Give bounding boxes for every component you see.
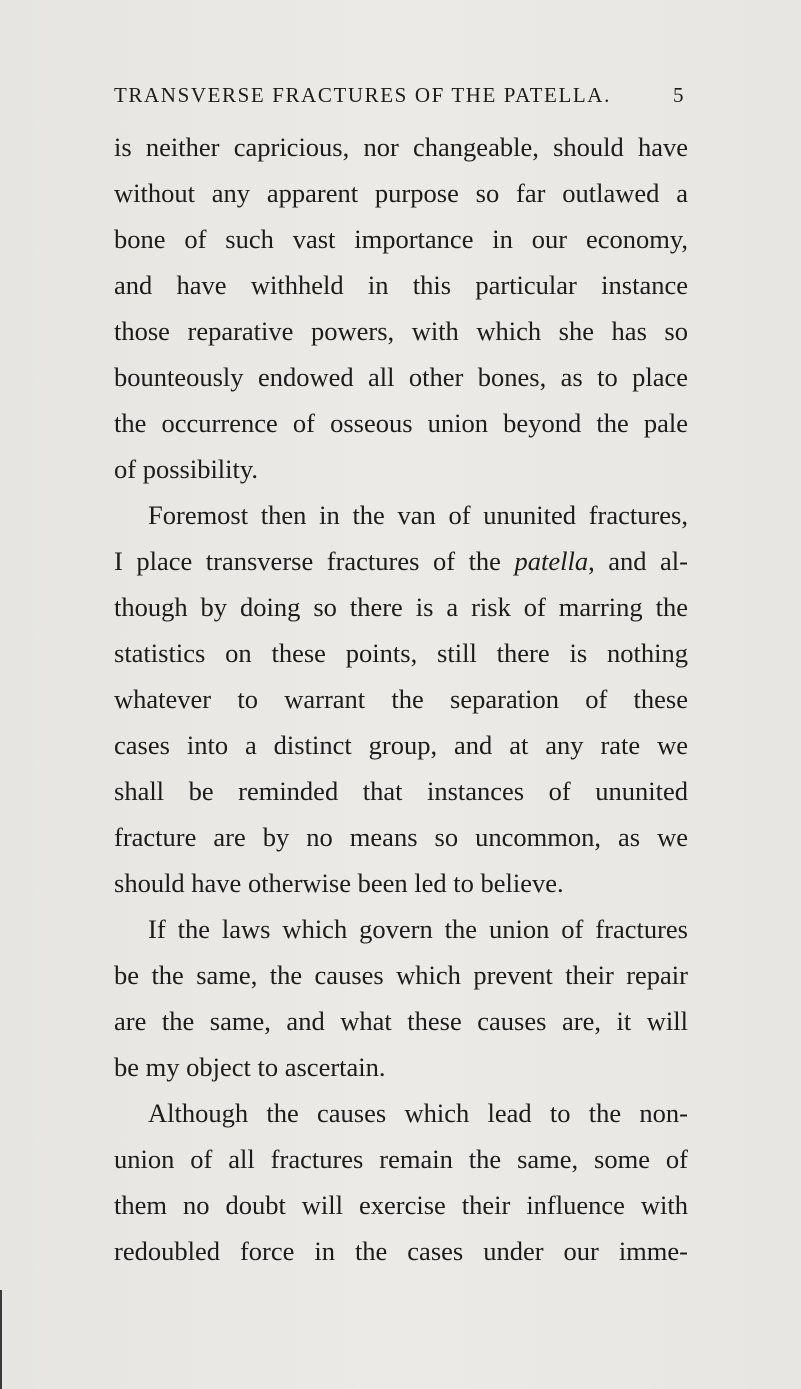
- text-line: are the same, and what these causes are, it will: [114, 1006, 688, 1036]
- text-segment: , and al-: [588, 546, 688, 576]
- text-line: without any apparent purpose so far outlawed a: [114, 178, 688, 208]
- page-edge-shadow: [0, 1290, 2, 1389]
- paragraph-start-line: Foremost then in the van of ununited fractures,: [148, 500, 688, 530]
- text-line: bounteously endowed all other bones, as to place: [114, 362, 688, 392]
- text-line: and have withheld in this particular instance: [114, 270, 688, 300]
- running-head-title: TRANSVERSE FRACTURES OF THE PATELLA.: [114, 83, 611, 107]
- text-line: the occurrence of osseous union beyond the pale: [114, 408, 688, 438]
- text-line: though by doing so there is a risk of marring the: [114, 592, 688, 622]
- text-line: cases into a distinct group, and at any rate we: [114, 730, 688, 760]
- text-line: redoubled force in the cases under our imme-: [114, 1236, 688, 1266]
- text-segment: I place transverse fractures of the: [114, 546, 515, 576]
- text-line: [114, 538, 688, 584]
- text-line: bone of such vast importance in our economy,: [114, 224, 688, 254]
- text-line: is neither capricious, nor changeable, should have: [114, 132, 688, 162]
- text-line: whatever to warrant the separation of these: [114, 684, 688, 714]
- running-head: [0, 78, 801, 112]
- text-line: fracture are by no means so uncommon, as we: [114, 822, 688, 852]
- text-line: shall be reminded that instances of ununited: [114, 776, 688, 806]
- text-line: union of all fractures remain the same, some of: [114, 1144, 688, 1174]
- text-line: be my object to ascertain.: [114, 1052, 386, 1082]
- italic-word: patella: [514, 546, 589, 576]
- text-line: statistics on these points, still there is nothing: [114, 638, 688, 668]
- text-line: of possibility.: [114, 454, 259, 484]
- page-number: 5: [673, 83, 684, 107]
- text-line: those reparative powers, with which she has so: [114, 316, 688, 346]
- body-text: [114, 124, 688, 1274]
- text-line: them no doubt will exercise their influence with: [114, 1190, 688, 1220]
- paragraph-start-line: Although the causes which lead to the non-: [148, 1098, 688, 1128]
- text-line: should have otherwise been led to believe.: [114, 868, 564, 898]
- paragraph-start-line: If the laws which govern the union of fractures: [148, 914, 688, 944]
- text-line: be the same, the causes which prevent their repair: [114, 960, 688, 990]
